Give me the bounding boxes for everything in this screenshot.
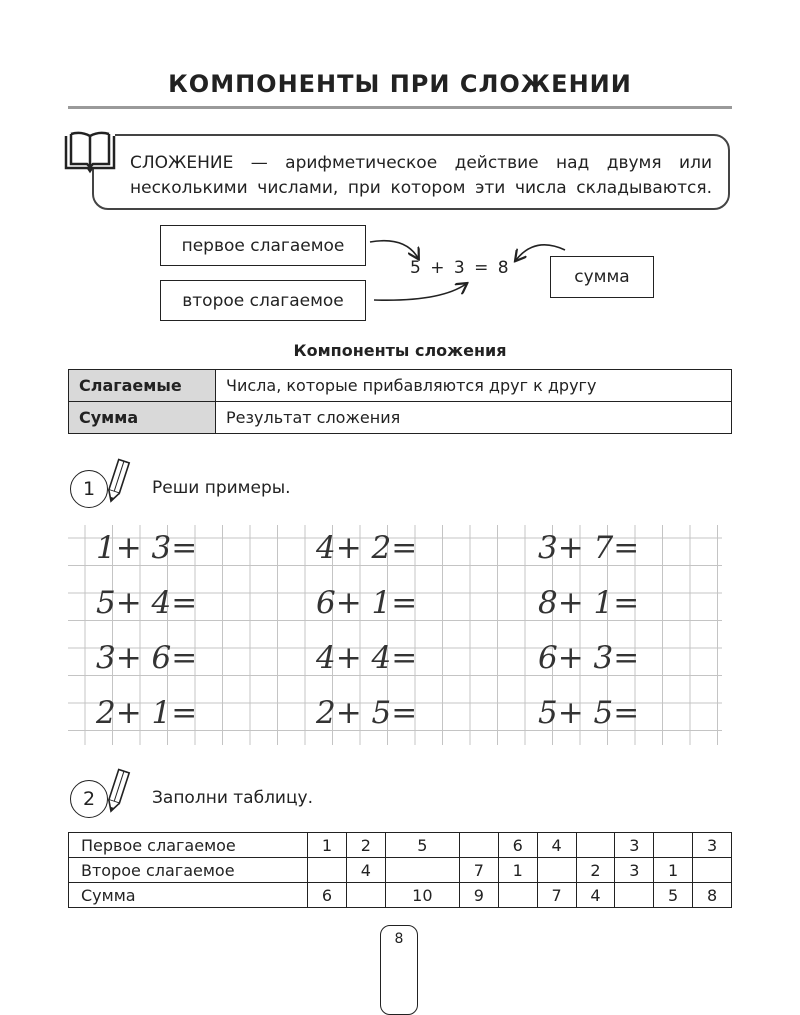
table-cell: 6 <box>308 883 347 908</box>
table-cell: 3 <box>693 833 732 858</box>
table-cell: 4 <box>346 858 385 883</box>
table-cell[interactable] <box>498 883 537 908</box>
term-cell: Слагаемые <box>69 370 216 402</box>
math-example: 2+ 1= <box>96 695 198 731</box>
math-example: 6+ 3= <box>538 640 640 676</box>
math-example: 4+ 4= <box>316 640 418 676</box>
table-cell[interactable] <box>537 858 576 883</box>
math-example: 8+ 1= <box>538 585 640 621</box>
row-label: Сумма <box>69 883 308 908</box>
table-cell[interactable] <box>308 858 347 883</box>
math-example: 3+ 7= <box>538 530 640 566</box>
math-example: 2+ 5= <box>316 695 418 731</box>
table-cell[interactable] <box>459 833 498 858</box>
components-table <box>68 369 732 434</box>
row-label: Второе слагаемое <box>69 858 308 883</box>
meaning-cell: Числа, которые прибавляются друг к другу <box>216 370 732 402</box>
table-row <box>69 833 732 858</box>
table-cell: 7 <box>459 858 498 883</box>
meaning-cell: Результат сложения <box>216 402 732 434</box>
pencil-icon <box>102 768 132 814</box>
page-number: 8 <box>394 931 404 947</box>
task-number-label: 1 <box>82 478 96 500</box>
table-cell: 4 <box>576 883 615 908</box>
components-heading: Компоненты сложения <box>293 341 507 360</box>
math-example: 4+ 2= <box>316 530 418 566</box>
table-cell: 7 <box>537 883 576 908</box>
table-row <box>69 370 732 402</box>
math-example: 1+ 3= <box>96 530 198 566</box>
table-cell: 1 <box>498 858 537 883</box>
table-cell: 2 <box>346 833 385 858</box>
sum-box <box>550 256 654 298</box>
first-addend-box <box>160 225 366 266</box>
table-cell[interactable] <box>615 883 654 908</box>
table-cell: 10 <box>385 883 459 908</box>
table-row <box>69 858 732 883</box>
second-addend-label: второе слагаемое <box>182 290 344 311</box>
table-cell[interactable] <box>654 833 693 858</box>
table-cell: 8 <box>693 883 732 908</box>
second-addend-box <box>160 280 366 321</box>
task-1-instruction: Реши примеры. <box>152 478 291 498</box>
definition-text: СЛОЖЕНИЕ — арифметическое действие над двумя или несколькими числами, при котором эти числа складываются. <box>130 153 712 198</box>
table-cell[interactable] <box>385 858 459 883</box>
math-example: 6+ 1= <box>316 585 418 621</box>
pencil-icon <box>102 458 132 504</box>
table-cell: 1 <box>654 858 693 883</box>
table-cell: 3 <box>615 833 654 858</box>
term-cell: Сумма <box>69 402 216 434</box>
table-cell[interactable] <box>346 883 385 908</box>
table-cell[interactable] <box>693 858 732 883</box>
table-cell: 1 <box>308 833 347 858</box>
math-example: 3+ 6= <box>96 640 198 676</box>
sum-label: сумма <box>574 267 630 287</box>
table-cell: 4 <box>537 833 576 858</box>
table-cell: 9 <box>459 883 498 908</box>
first-addend-label: первое слагаемое <box>181 235 345 256</box>
table-cell: 5 <box>385 833 459 858</box>
table-cell: 3 <box>615 858 654 883</box>
table-cell: 2 <box>576 858 615 883</box>
math-example: 5+ 5= <box>538 695 640 731</box>
row-label: Первое слагаемое <box>69 833 308 858</box>
fill-table <box>68 832 732 908</box>
table-row <box>69 402 732 434</box>
table-row <box>69 883 732 908</box>
table-cell: 6 <box>498 833 537 858</box>
page-title: КОМПОНЕНТЫ ПРИ СЛОЖЕНИИ <box>168 70 632 98</box>
task-2-instruction: Заполни таблицу. <box>152 788 314 808</box>
example-equation: 5 + 3 = 8 <box>410 258 509 278</box>
table-cell[interactable] <box>576 833 615 858</box>
math-example: 5+ 4= <box>96 585 198 621</box>
task-number-label: 2 <box>82 788 96 810</box>
table-cell: 5 <box>654 883 693 908</box>
